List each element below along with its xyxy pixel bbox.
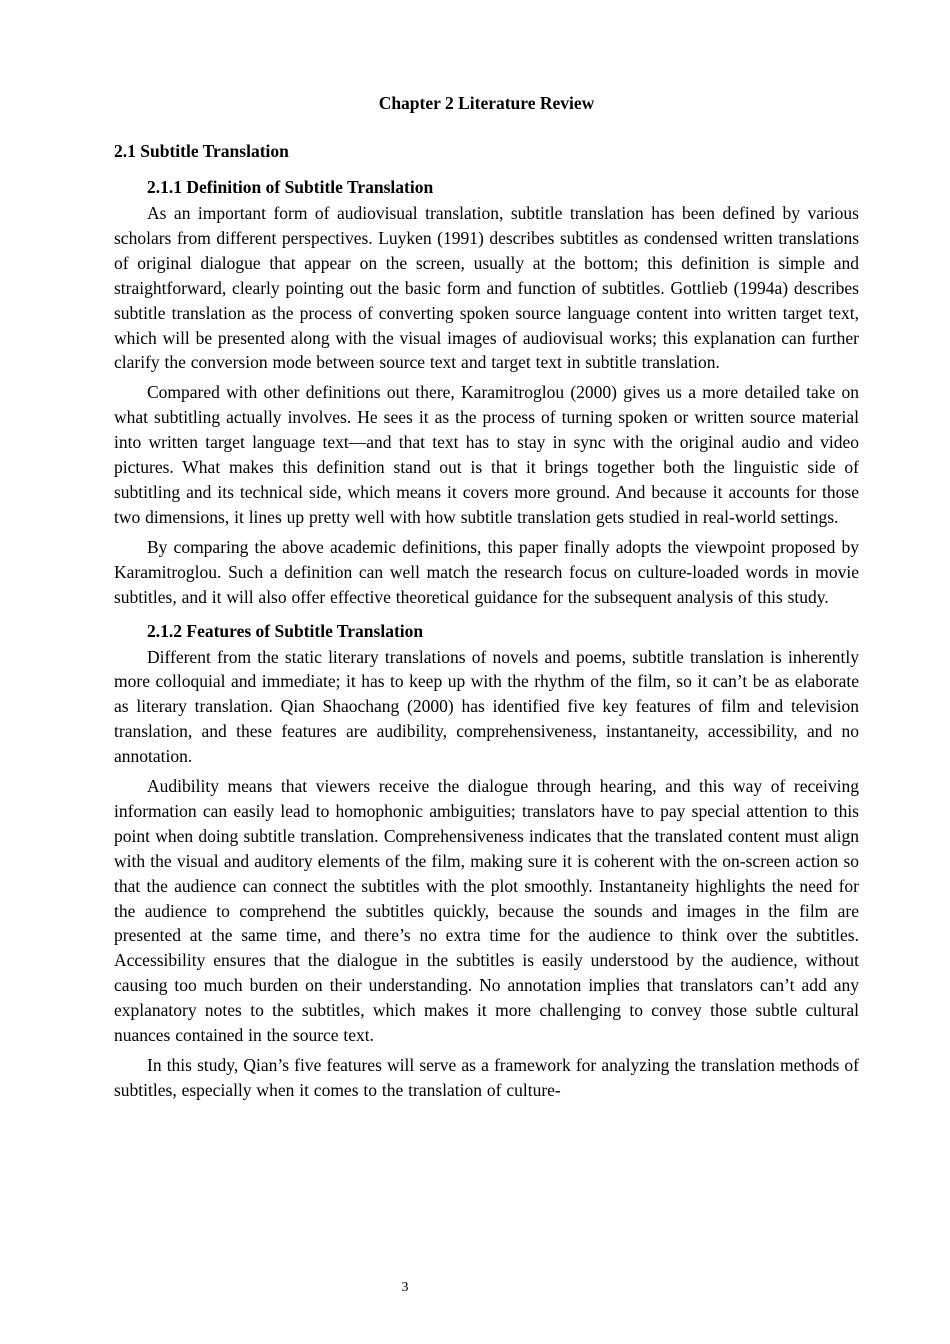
page-number: 3 (401, 1280, 409, 1295)
paragraph-2-1-2-2: Audibility means that viewers receive the dialogue through hearing, and this way of receiving information can easily lead to homophonic ambiguities; translators have to pay special attention to this point when doing subtitle translation. Comprehensiveness indicates that the translated content must align with the visual and auditory elements of the film, making sure it is coherent with the on-screen action so that the audience can connect the subtitles with the plot smoothly. Instantaneity highlights the need for the audience to comprehend the subtitles quickly, because the sounds and images in the film are presented at the same time, and there’s no extra time for the audience to think over the subtitles. Accessibility ensures that the dialogue in the subtitles is easily understood by the audience, without causing too much burden on their understanding. No annotation implies that translators can’t add any explanatory notes to the subtitles, which makes it more challenging to convey those subtle cultural nuances contained in the source text. (114, 776, 859, 1046)
paragraph-2-1-1-2: Compared with other definitions out there, Karamitroglou (2000) gives us a more detailed take on what subtitling actually involves. He sees it as the process of turning spoken or written source material into written target language text—and that text has to stay in sync with the original audio and video pictures. What makes this definition stand out is that it brings together both the linguistic side of subtitling and its technical side, which means it covers more ground. And because it accounts for those two dimensions, it lines up pretty well with how subtitle translation gets studied in real-world settings. (114, 382, 859, 527)
paragraph-2-1-1-1: As an important form of audiovisual translation, subtitle translation has been defined by various scholars from different perspectives. Luyken (1991) describes subtitles as condensed written translations of original dialogue that appear on the screen, usually at the bottom; this definition is simple and straightforward, clearly pointing out the basic form and function of subtitles. Gottlieb (1994a) describes subtitle translation as the process of converting spoken source language content into written target text, which will be presented along with the visual images of audiovisual works; this explanation can further clarify the conversion mode between source text and target text in subtitle translation. (114, 203, 859, 373)
paragraph-2-1-2-1: Different from the static literary translations of novels and poems, subtitle translation is inherently more colloquial and immediate; it has to keep up with the rhythm of the film, so it can’t be as elaborate as literary translation. Qian Shaochang (2000) has identified five key features of film and television translation, and these features are audibility, comprehensiveness, instantaneity, accessibility, and no annotation. (114, 646, 859, 767)
chapter-title: Chapter 2 Literature Review (378, 93, 595, 113)
page-content (114, 89, 859, 1108)
paragraph-2-1-1-3: By comparing the above academic definitions, this paper finally adopts the viewpoint proposed by Karamitroglou. Such a definition can well match the research focus on culture-loaded words in movie subtitles, and it will also offer effective theoretical guidance for the subsequent analysis of this study. (114, 536, 859, 607)
subsection-heading-2-1-2: 2.1.2 Features of Subtitle Translation (147, 620, 424, 641)
subsection-heading-2-1-1: 2.1.1 Definition of Subtitle Translation (147, 177, 434, 197)
paragraph-2-1-2-3: In this study, Qian’s five features will serve as a framework for analyzing the translation methods of subtitles, especially when it comes to the translation of culture- (114, 1055, 859, 1100)
section-heading-2-1: 2.1 Subtitle Translation (114, 141, 289, 161)
